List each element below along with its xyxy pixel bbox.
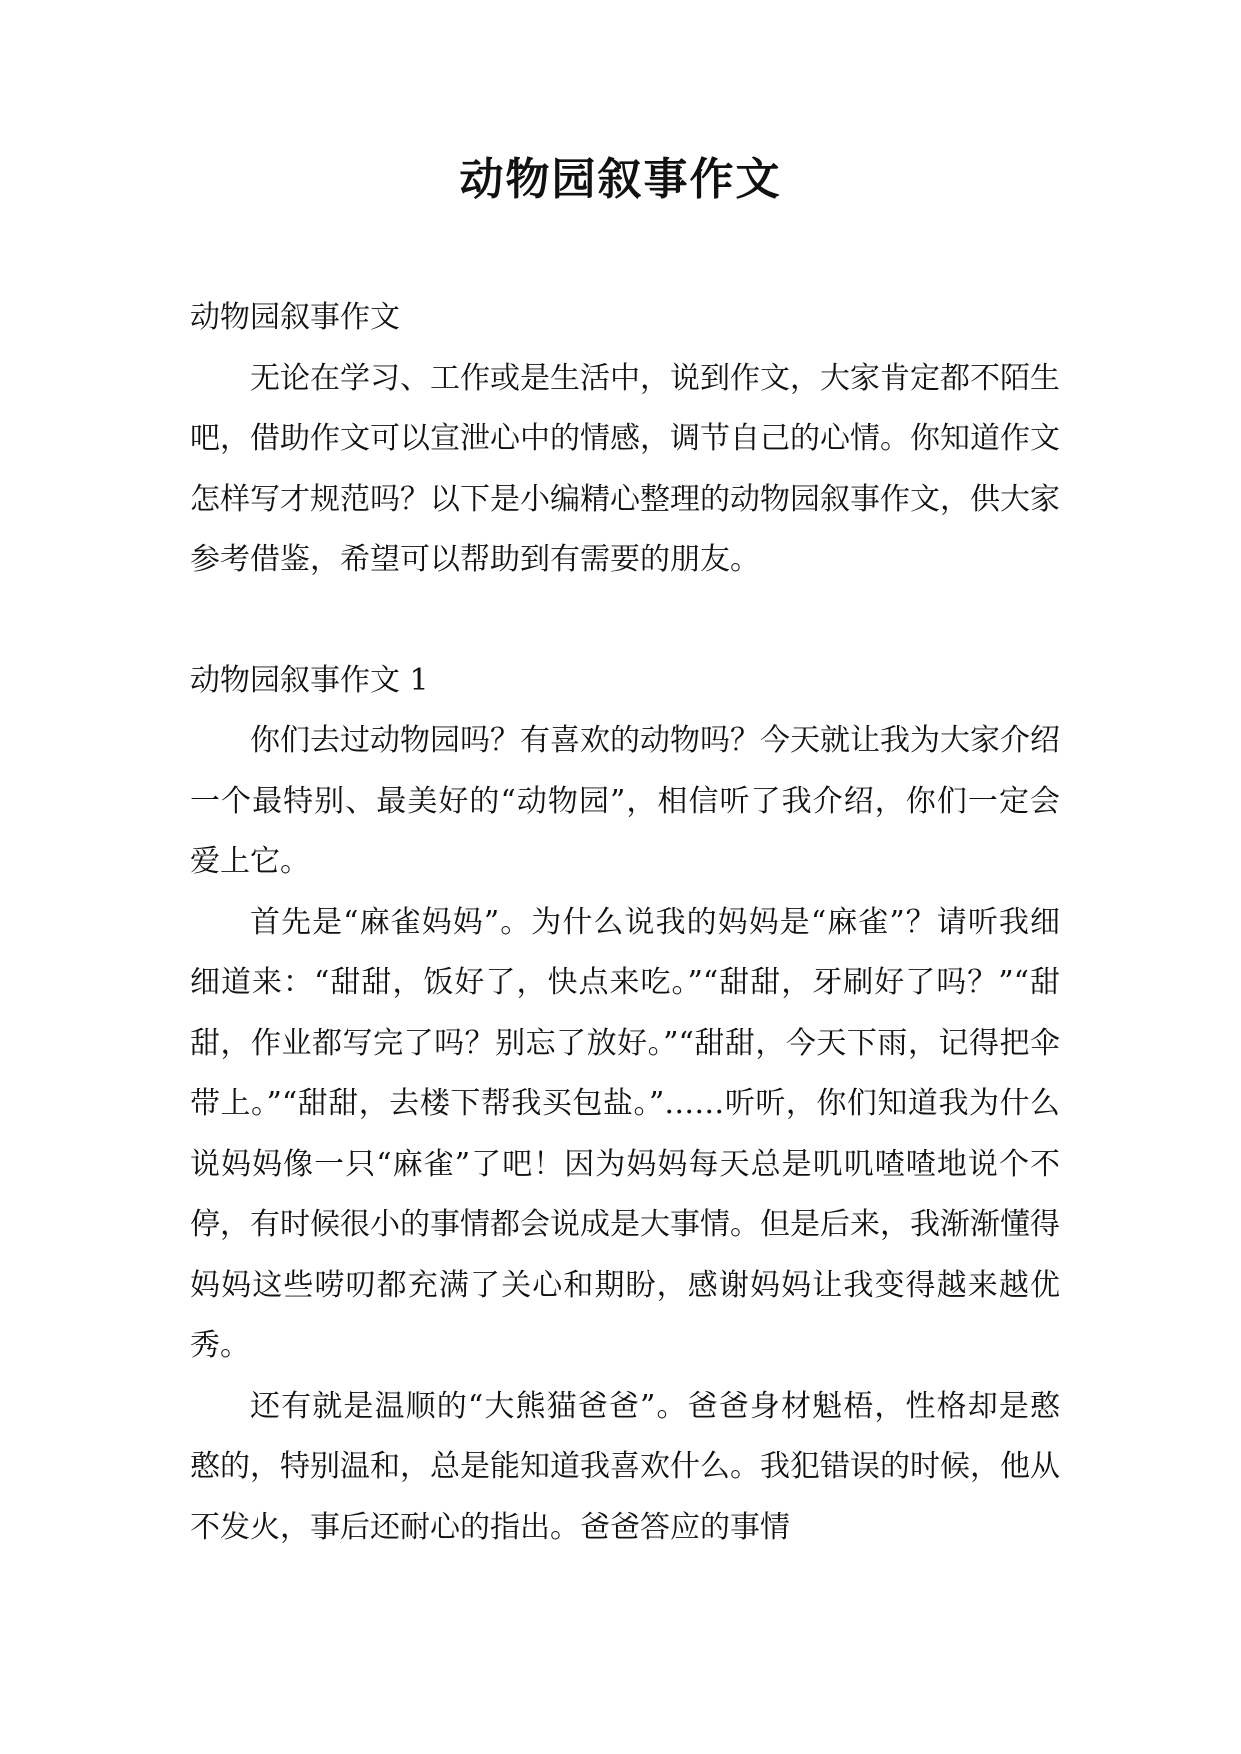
- essay-heading-1: 动物园叙事作文 1: [190, 662, 429, 698]
- essay-paragraph-2: 首先是“麻雀妈妈”。为什么说我的妈妈是“麻雀”？请听我细细道来：“甜甜，饭好了，快点来吃。”“甜甜，牙刷好了吗？”“甜甜，作业都写完了吗？别忘了放好。”“甜甜，今天下雨，记得把伞带上。”“甜甜，去楼下帮我买包盐。”……听听，你们知道我为什么说妈妈像一只“麻雀”了吧！因为妈妈每天总是叽叽喳喳地说个不停，有时候很小的事情都会说成是大事情。但是后来，我渐渐懂得妈妈这些唠叨都充满了关心和期盼，感谢妈妈让我变得越来越优秀。: [190, 904, 1060, 1363]
- document-title: 动物园叙事作文: [459, 154, 782, 205]
- section-heading: 动物园叙事作文: [190, 300, 400, 335]
- essay-paragraph-1: 你们去过动物园吗？有喜欢的动物吗？今天就让我为大家介绍一个最特别、最美好的“动物园”，相信听了我介绍，你们一定会爱上它。: [190, 723, 1060, 879]
- section-spacer: [190, 591, 1060, 651]
- intro-paragraph: 无论在学习、工作或是生活中，说到作文，大家肯定都不陌生吧，借助作文可以宣泄心中的情感，调节自己的心情。你知道作文怎样写才规范吗？以下是小编精心整理的动物园叙事作文，供大家参考借鉴，希望可以帮助到有需要的朋友。: [190, 360, 1060, 577]
- document-body: [190, 288, 1060, 1558]
- essay-paragraph-3: 还有就是温顺的“大熊猫爸爸”。爸爸身材魁梧，性格却是憨憨的，特别温和，总是能知道我喜欢什么。我犯错误的时候，他从不发火，事后还耐心的指出。爸爸答应的事情: [190, 1388, 1060, 1545]
